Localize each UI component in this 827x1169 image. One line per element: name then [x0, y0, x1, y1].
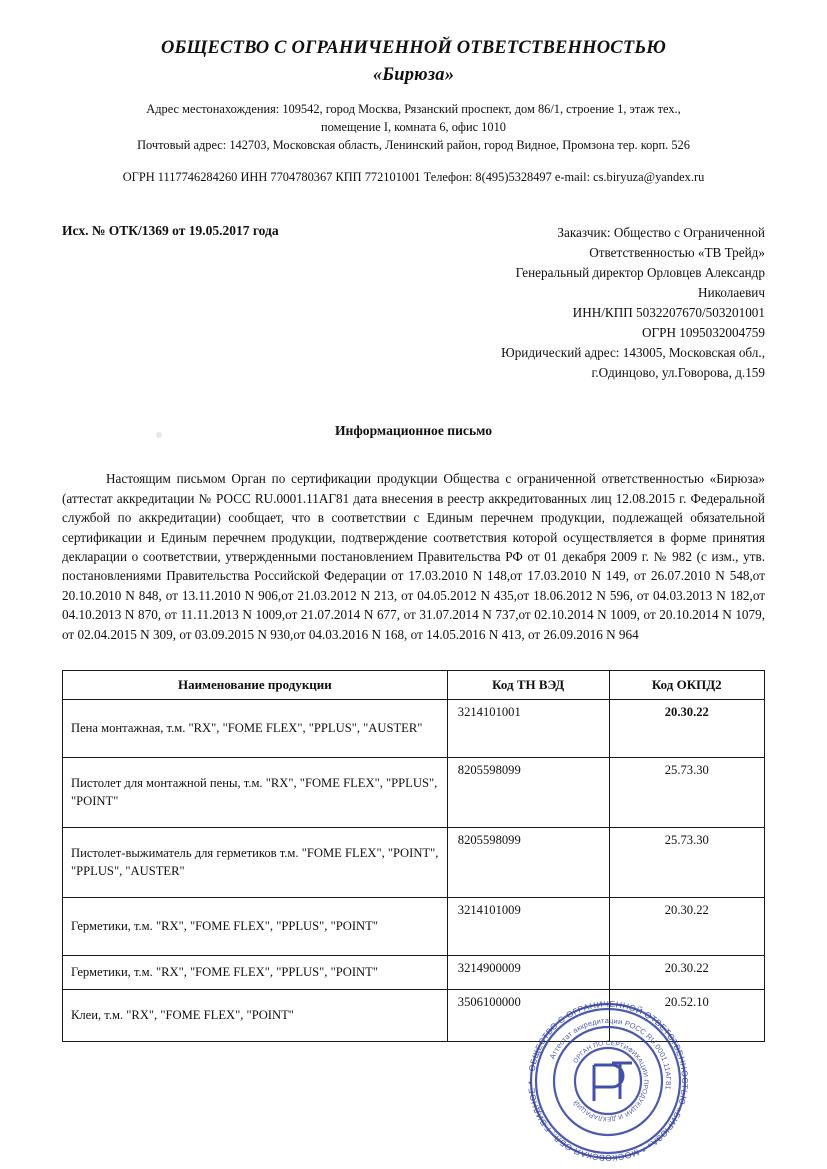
products-table — [62, 670, 765, 1042]
organization-address — [62, 101, 765, 155]
addressee-line-7: Юридический адрес: 143005, Московская обл., — [501, 345, 765, 361]
table-row — [63, 758, 765, 828]
table-row — [63, 990, 765, 1042]
product-tnved: 8205598099 — [447, 758, 609, 828]
product-tnved: 3214900009 — [447, 956, 609, 990]
product-okpd2: 20.30.22 — [609, 898, 764, 956]
address-line-2: помещение I, комната 6, офис 1010 — [321, 119, 506, 134]
products-table-head — [63, 671, 765, 700]
svg-text:Аттестат аккредитации РОСС RU.: Аттестат аккредитации РОСС RU.0001.11АГ81 — [547, 1015, 674, 1091]
table-row — [63, 828, 765, 898]
product-tnved: 3506100000 — [447, 990, 609, 1042]
organization-title — [62, 36, 765, 88]
reference-number: Исх. № ОТК/1369 от 19.05.2017 года — [62, 222, 279, 238]
product-okpd2: 25.73.30 — [609, 758, 764, 828]
reference-and-addressee — [62, 223, 765, 384]
product-tnved: 8205598099 — [447, 828, 609, 898]
body-paragraph: Настоящим письмом Орган по сертификации продукции Общества с ограниченной ответственностью «Бирюза» (аттестат аккредитации № РОСС RU.0001.11АГ81 дата внесения в реестр аккредитованных лиц 12.08.2015 г. Федеральной службой по аккредитации) сообщает, что в соответствии с Единым перечнем продукции, подлежащей обязательной сертификации и Единым перечнем продукции, подтверждение соответствия которой осуществляется в форме принятия декларации о соответствии, утвержденными постановлением Правительства РФ от 01 декабря 2009 г. № 982 (с изм., утв. постановлениями Правительства Российской Федерации от 17.03.2010 N 148,от 17.03.2010 N 149, от 26.07.2010 N 548,от 20.10.2010 N 848, от 13.11.2010 N 906,от 21.03.2012 N 213, от 04.05.2012 N 435,от 18.06.2012 N 596, от 04.03.2013 N 182,от 04.10.2013 N 870, от 11.11.2013 N 1009,от 21.07.2014 N 677, от 31.07.2014 N 737,от 02.10.2014 N 1009, от 20.10.2014 N 1079, от 02.04.2015 N 309, от 03.09.2015 N 930,от 04.03.2016 N 168, от 14.05.2016 N 413, от 26.09.2016 N 964 — [62, 471, 765, 642]
product-name: Пистолет для монтажной пены, т.м. "RX", "FOME FLEX", "PPLUS", "POINT" — [63, 758, 448, 828]
product-name: Герметики, т.м. "RX", "FOME FLEX", "PPLUS", "POINT" — [63, 898, 448, 956]
column-header-tnved: Код ТН ВЭД — [447, 671, 609, 700]
product-okpd2: 25.73.30 — [609, 828, 764, 898]
product-name: Клеи, т.м. "RX", "FOME FLEX", "POINT" — [63, 990, 448, 1042]
column-header-okpd2: Код ОКПД2 — [609, 671, 764, 700]
organization-contacts — [62, 169, 765, 187]
product-name: Пена монтажная, т.м. "RX", "FOME FLEX", "PPLUS", "AUSTER" — [63, 700, 448, 758]
product-okpd2: 20.30.22 — [609, 956, 764, 990]
product-okpd2: 20.30.22 — [609, 700, 764, 758]
organization-title-line1: ОБЩЕСТВО С ОГРАНИЧЕННОЙ ОТВЕТСТВЕННОСТЬЮ — [160, 38, 666, 58]
addressee-line-1: Заказчик: Общество с Ограниченной — [557, 224, 765, 240]
addressee-line-2: Ответственностью «ТВ Трейд» — [589, 244, 765, 260]
document-title: Информационное письмо — [334, 423, 493, 439]
address-line-3: Почтовый адрес: 142703, Московская область, Ленинский район, город Видное, Промзона тер. корп. 526 — [137, 137, 690, 152]
product-okpd2: 20.52.10 — [609, 990, 764, 1042]
product-tnved: 3214101009 — [447, 898, 609, 956]
registration-codes: ОГРН 1117746284260 ИНН 7704780367 КПП 772101001 — [122, 169, 421, 184]
address-line-1: Адрес местонахождения: 109542, город Москва, Рязанский проспект, дом 86/1, строение 1, этаж тех., — [146, 101, 681, 116]
phone-email: Телефон: 8(495)5328497 e-mail: cs.biryuza@yandex.ru — [423, 169, 705, 184]
organization-title-line2: «Бирюза» — [372, 64, 455, 85]
table-row — [63, 700, 765, 758]
products-table-body — [63, 700, 765, 1042]
addressee-block — [422, 223, 765, 384]
addressee-line-5: ИНН/КПП 5032207670/503201001 — [572, 305, 765, 321]
product-name: Герметики, т.м. "RX", "FOME FLEX", "PPLUS", "POINT" — [63, 956, 448, 990]
addressee-line-6: ОГРН 1095032004759 — [641, 325, 765, 341]
body-text — [62, 469, 765, 644]
product-name: Пистолет-выжиматель для герметиков т.м. "FOME FLEX", "POINT", "PPLUS", "AUSTER" — [63, 828, 448, 898]
addressee-line-3: Генеральный директор Орловцев Александр — [515, 265, 765, 280]
svg-text:ОБЩЕСТВО С ОГРАНИЧЕННОЙ ОТВЕТС: ОБЩЕСТВО С ОГРАНИЧЕННОЙ ОТВЕТСТВЕННОСТЬЮ «БИРЮЗА» * МОСКОВСКАЯ ОБЛ., Г.ВИДНОЕ * — [525, 998, 691, 1164]
addressee-line-4: Николаевич — [698, 285, 765, 301]
document-content — [62, 36, 765, 1042]
table-header-row — [63, 671, 765, 700]
addressee-line-8: г.Одинцово, ул.Говорова, д.159 — [591, 365, 765, 381]
table-row — [63, 956, 765, 990]
column-header-name: Наименование продукции — [63, 671, 448, 700]
product-tnved: 3214101001 — [447, 700, 609, 758]
svg-text:ОРГАН ПО СЕРТИФИКАЦИИ ПРОДУКЦИ: ОРГАН ПО СЕРТИФИКАЦИИ ПРОДУКЦИИ И ДЕКЛАРАЦИЙ — [572, 1039, 650, 1123]
table-row — [63, 898, 765, 956]
